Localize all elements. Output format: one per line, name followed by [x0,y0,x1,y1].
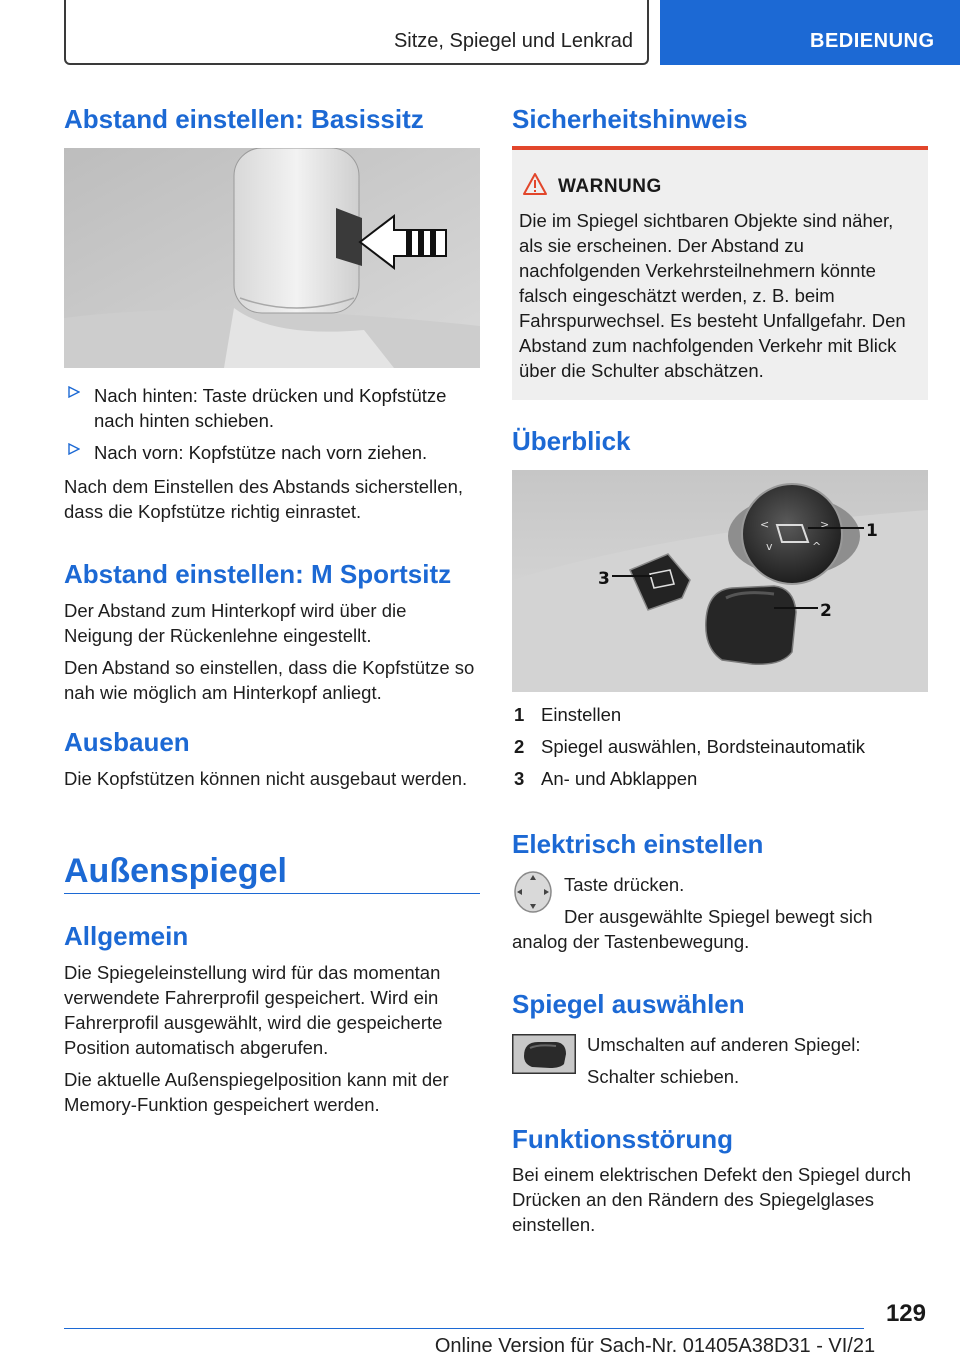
header-chapter-label: BEDIENUNG [810,30,935,52]
warning-triangle-icon [522,172,548,196]
paragraph-allgemein-memory: Die aktuelle Außenspiegelposition kann mit der Memory-Funktion gespeichert werden. [64,1069,449,1115]
svg-text:^: ^ [812,540,822,553]
legend-number-1: 1 [514,704,525,725]
svg-text:<: < [760,518,770,531]
paragraph-msport-neigung: Der Abstand zum Hinterkopf wird über die Neigung der Rückenlehne eingestellt. [64,600,407,646]
paragraph-basis-einrasten: Nach dem Einstellen des Abstands sicherstellen, dass die Kopfstütze richtig einrastet. [64,476,463,522]
footer-rule [64,1328,864,1329]
legend-text-3: An- und Abklappen [541,768,698,789]
paragraph-msport-abstand: Den Abstand so einstellen, dass die Kopfstütze so nah wie möglich am Hinterkopf anliegt. [64,657,475,703]
headrest-image [64,148,480,368]
bullet-nach-hinten: Nach hinten: Taste drücken und Kopfstütze nach hinten schieben. [64,383,480,433]
mirror-selector-switch-icon [512,1034,576,1074]
headrest-illustration [64,148,480,368]
legend-text-2: Spiegel auswählen, Bordsteinautomatik [541,736,865,757]
mirror-controls-illustration [512,470,928,692]
heading-aussenspiegel: Außenspiegel [64,852,287,890]
heading-ausbauen: Ausbauen [64,727,190,757]
mirror-controls-image [512,470,928,692]
section-rule [64,893,480,894]
footer-online-version [0,1335,960,1358]
legend-number-3: 3 [514,768,525,789]
heading-funktionsstoerung: Funktionsstörung [512,1124,733,1154]
heading-spiegel-auswaehlen: Spiegel auswählen [512,989,745,1019]
paragraph-funktionsstoerung: Bei einem elektrischen Defekt den Spiegel durch Drücken an den Rändern des Spiegelglases einstellen. [512,1164,912,1235]
svg-text:v: v [766,540,773,553]
bullet-triangle-icon [68,443,80,455]
header-section-title: Sitze, Spiegel und Lenkrad [393,30,633,52]
callout-3: 3 [598,569,610,589]
heading-elektrisch-einstellen: Elektrisch einstellen [512,829,764,859]
callout-1: 1 [866,521,878,541]
warning-box [512,146,928,400]
bullet-triangle-icon [68,386,80,398]
bullet-nach-vorn: Nach vorn: Kopfstütze nach vorn ziehen. [64,440,480,465]
warning-title: WARNUNG [558,176,662,197]
legend-number-2: 2 [514,736,525,757]
page-number: 129 [885,1300,926,1327]
warning-text: Die im Spiegel sichtbaren Objekte sind näher, als sie erscheinen. Der Abstand zu nachfolgenden Verkehrsteilnehmern könnte falsch eingeschätzt werden, z. B. beim Fahrspurwechsel. Es besteht Unfallgefahr. Den Abstand zum nachfolgenden Verkehr mit Blick über die Schulter abschätzen. [519,210,906,381]
heading-sicherheitshinweis: Sicherheitshinweis [512,104,748,134]
svg-text:>: > [820,518,830,531]
paragraph-ausbauen: Die Kopfstützen können nicht ausgebaut werden. [64,768,468,789]
heading-allgemein: Allgemein [64,921,189,951]
paragraph-schalter-schieben: Schalter schieben. [587,1066,740,1087]
legend-text-1: Einstellen [541,704,622,725]
paragraph-allgemein-profil: Die Spiegeleinstellung wird für das momentan verwendete Fahrerprofil gespeichert. Wird ein Fahrerprofil ausgewählt, wird die gespeicherte Position automatisch abgerufen. [64,962,443,1058]
paragraph-taste-druecken: Taste drücken. [564,874,685,895]
paragraph-umschalten: Umschalten auf anderen Spiegel: [587,1034,861,1055]
heading-ueberblick: Überblick [512,426,631,456]
paragraph-spiegel-bewegt: Der ausgewählte Spiegel bewegt sich analog der Tastenbewegung. [512,906,873,952]
header-chapter-tab[interactable] [660,0,960,65]
heading-abstand-basissitz: Abstand einstellen: Basissitz [64,104,424,134]
header-frame [64,0,649,65]
callout-2: 2 [820,601,832,621]
footer-online-text: Online Version für Sach-Nr. 01405A38D31 - VI/21 [434,1335,876,1357]
heading-abstand-m-sportsitz: Abstand einstellen: M Sportsitz [64,559,452,589]
